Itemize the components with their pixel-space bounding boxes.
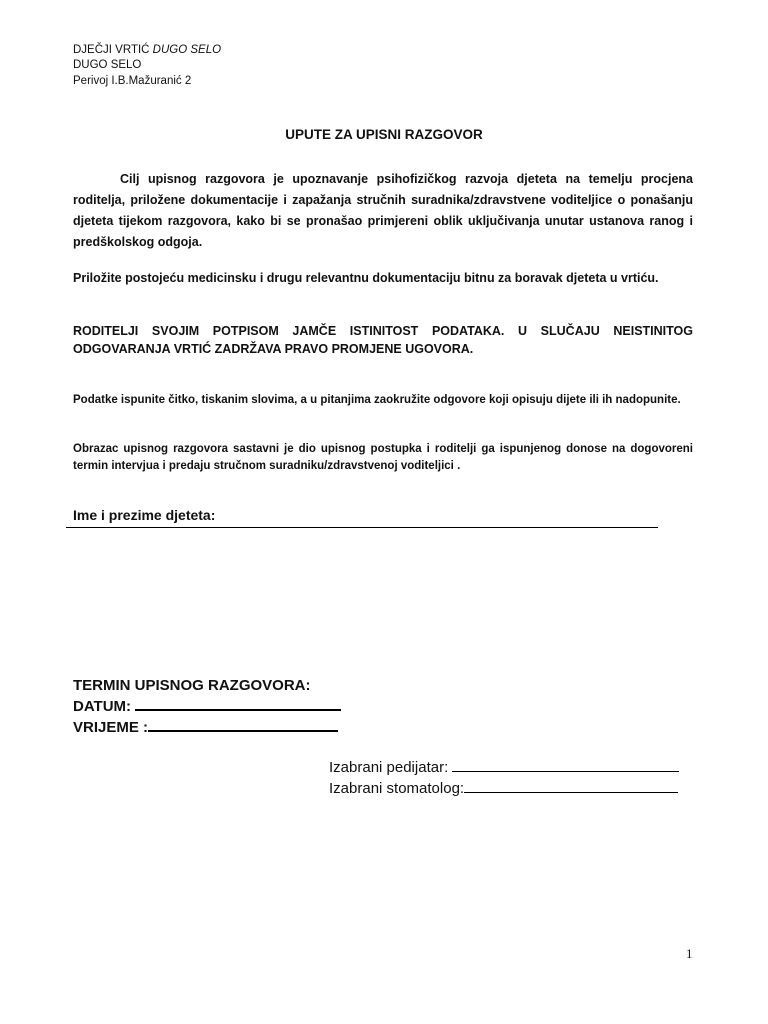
- document-title: UPUTE ZA UPISNI RAZGOVOR: [285, 127, 483, 142]
- termin-time-label: VRIJEME :: [73, 719, 149, 736]
- warning-paragraph: RODITELJI SVOJIM POTPISOM JAMČE ISTINITOST PODATAKA. U SLUČAJU NEISTINITOG ODGOVARANJA VRTIĆ ZADRŽAVA PRAVO PROMJENE UGOVORA.: [73, 324, 693, 356]
- header-line1-prefix: DJEČJI VRTIĆ: [73, 44, 153, 56]
- pediatrician-row: [329, 757, 679, 778]
- pediatrician-field[interactable]: [452, 758, 679, 772]
- header-address: Perivoj I.B.Mažuranić 2: [73, 75, 192, 87]
- termin-time-field[interactable]: [148, 717, 338, 732]
- documents-paragraph: Priložite postojeću medicinsku i drugu relevantnu dokumentaciju bitnu za boravak djeteta u vrtiću.: [73, 271, 659, 285]
- termin-date-row: [73, 696, 341, 717]
- termin-date-label: DATUM:: [73, 698, 136, 715]
- header-kindergarten-name: [73, 43, 221, 58]
- form-note-paragraph: Obrazac upisnog razgovora sastavni je dio upisnog postupka i roditelji ga ispunjenog donose na dogovoreni termin intervjua i predaju stručnom suradniku/zdravstvenoj voditeljici .: [73, 443, 693, 472]
- termin-date-field[interactable]: [135, 696, 341, 711]
- dentist-label: Izabrani stomatolog:: [329, 780, 465, 797]
- child-name-field[interactable]: [66, 527, 658, 528]
- pediatrician-label: Izabrani pedijatar:: [329, 759, 453, 776]
- intro-paragraph: Cilj upisnog razgovora je upoznavanje psihofizičkog razvoja djeteta na temelju procjena roditelja, priložene dokumentacije i zapažanja stručnih suradnika/zdravstvene voditeljice o ponašanju djeteta tijekom razgovora, kako bi se pronašao primjereni oblik uključivanja unutar ustanova ranog i predškolskog odgoja.: [73, 172, 693, 249]
- header-line1-italic: DUGO SELO: [152, 44, 222, 56]
- fill-instructions-paragraph: Podatke ispunite čitko, tiskanim slovima, a u pitanjima zaokružite odgovore koji opisuju dijete ili ih nadopunite.: [73, 394, 681, 406]
- page-number: 1: [686, 946, 693, 961]
- termin-heading: TERMIN UPISNOG RAZGOVORA:: [73, 677, 311, 694]
- dentist-field[interactable]: [464, 779, 678, 793]
- termin-block: [73, 675, 341, 738]
- dentist-row: [329, 778, 679, 799]
- child-name-label: Ime i prezime djeteta:: [73, 507, 216, 523]
- termin-time-row: [73, 717, 341, 738]
- header-city: DUGO SELO: [73, 59, 142, 71]
- doctors-block: [329, 757, 679, 799]
